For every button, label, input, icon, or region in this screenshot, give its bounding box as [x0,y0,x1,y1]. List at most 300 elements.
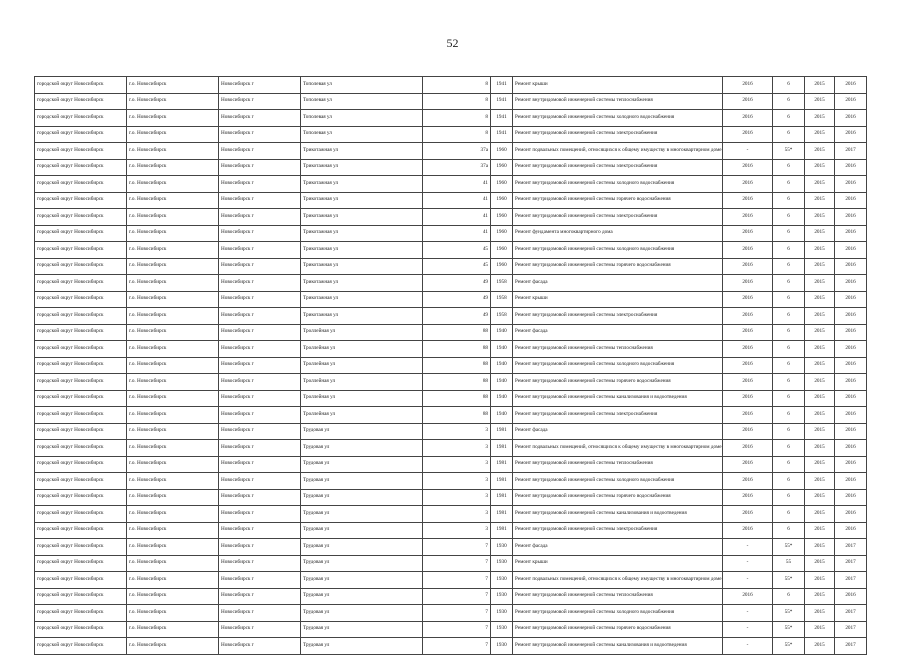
cell-work-type: Ремонт внутридомовой инженерной системы горячего водоснабжения [513,621,723,638]
cell-house: 45 [423,242,491,259]
cell-period-start: 2015 [805,423,835,440]
cell-house: 3 [423,456,491,473]
cell-period-end: 2016 [835,440,867,457]
cell-work-type: Ремонт внутридомовой инженерной системы электроснабжения [513,522,723,539]
cell-settlement: г.о. Новосибирск [127,407,219,424]
cell-house: 3 [423,440,491,457]
cell-settlement: г.о. Новосибирск [127,390,219,407]
cell-period-start: 2015 [805,77,835,94]
cell-locality: Новосибирск г [219,605,301,622]
table-row [35,110,867,127]
cell-period-end: 2016 [835,93,867,110]
cell-house: 3 [423,473,491,490]
cell-settlement: г.о. Новосибирск [127,572,219,589]
cell-term: 6 [773,159,805,176]
cell-year: 1941 [491,126,513,143]
cell-municipality: городской округ Новосибирск [35,308,127,325]
cell-period-start: 2015 [805,390,835,407]
cell-year: 1960 [491,176,513,193]
cell-period-start: 2015 [805,159,835,176]
cell-municipality: городской округ Новосибирск [35,258,127,275]
cell-street: Троллейная ул [301,390,423,407]
cell-settlement: г.о. Новосибирск [127,324,219,341]
cell-street: Трудовая ул [301,539,423,556]
cell-work-type: Ремонт внутридомовой инженерной системы теплоснабжения [513,456,723,473]
cell-locality: Новосибирск г [219,341,301,358]
cell-work-type: Ремонт внутридомовой инженерной системы холодного водоснабжения [513,473,723,490]
cell-municipality: городской округ Новосибирск [35,489,127,506]
cell-work-type: Ремонт внутридомовой инженерной системы электроснабжения [513,308,723,325]
cell-plan-year: 2016 [723,176,773,193]
cell-locality: Новосибирск г [219,374,301,391]
cell-period-start: 2015 [805,638,835,655]
cell-year: 1930 [491,588,513,605]
cell-house: 88 [423,390,491,407]
cell-locality: Новосибирск г [219,473,301,490]
cell-plan-year: 2016 [723,77,773,94]
cell-house: 7 [423,638,491,655]
cell-period-start: 2015 [805,275,835,292]
cell-municipality: городской округ Новосибирск [35,374,127,391]
cell-period-start: 2015 [805,143,835,160]
cell-settlement: г.о. Новосибирск [127,291,219,308]
cell-locality: Новосибирск г [219,225,301,242]
cell-house: 88 [423,357,491,374]
cell-period-end: 2016 [835,192,867,209]
cell-house: 8 [423,110,491,127]
cell-plan-year: 2016 [723,473,773,490]
cell-house: 88 [423,374,491,391]
cell-settlement: г.о. Новосибирск [127,357,219,374]
cell-street: Трикотажная ул [301,308,423,325]
cell-municipality: городской округ Новосибирск [35,522,127,539]
cell-work-type: Ремонт подвальных помещений, относящихся к общему имуществу в многоквартирном доме [513,572,723,589]
cell-term: 6 [773,456,805,473]
cell-settlement: г.о. Новосибирск [127,440,219,457]
cell-plan-year: 2016 [723,93,773,110]
cell-municipality: городской округ Новосибирск [35,126,127,143]
cell-period-end: 2016 [835,159,867,176]
cell-plan-year: 2016 [723,374,773,391]
cell-locality: Новосибирск г [219,192,301,209]
cell-house: 3 [423,506,491,523]
cell-plan-year: 2016 [723,506,773,523]
cell-period-end: 2016 [835,506,867,523]
cell-term: 6 [773,225,805,242]
table-row [35,258,867,275]
cell-municipality: городской округ Новосибирск [35,176,127,193]
cell-locality: Новосибирск г [219,390,301,407]
cell-plan-year: 2016 [723,489,773,506]
cell-period-start: 2015 [805,93,835,110]
table-row [35,357,867,374]
cell-period-start: 2015 [805,341,835,358]
capital-repair-table [34,76,867,655]
cell-locality: Новосибирск г [219,291,301,308]
cell-term: 6 [773,192,805,209]
cell-period-start: 2015 [805,126,835,143]
cell-year: 1941 [491,93,513,110]
cell-house: 41 [423,225,491,242]
cell-period-end: 2016 [835,77,867,94]
table-row [35,473,867,490]
cell-term: 55* [773,621,805,638]
table-row [35,572,867,589]
cell-locality: Новосибирск г [219,423,301,440]
cell-municipality: городской округ Новосибирск [35,390,127,407]
cell-term: 6 [773,275,805,292]
cell-year: 1960 [491,258,513,275]
cell-settlement: г.о. Новосибирск [127,126,219,143]
cell-street: Троллейная ул [301,407,423,424]
cell-period-end: 2016 [835,308,867,325]
cell-street: Трикотажная ул [301,258,423,275]
cell-period-end: 2016 [835,374,867,391]
cell-work-type: Ремонт внутридомовой инженерной системы канализования и водоотведения [513,506,723,523]
cell-street: Трудовая ул [301,456,423,473]
table-row [35,176,867,193]
cell-street: Трудовая ул [301,489,423,506]
table-row [35,275,867,292]
cell-street: Трудовая ул [301,588,423,605]
cell-settlement: г.о. Новосибирск [127,93,219,110]
cell-plan-year: 2016 [723,225,773,242]
cell-year: 1940 [491,390,513,407]
table-row [35,192,867,209]
cell-plan-year: - [723,539,773,556]
cell-settlement: г.о. Новосибирск [127,275,219,292]
cell-settlement: г.о. Новосибирск [127,506,219,523]
table-row [35,324,867,341]
cell-work-type: Ремонт внутридомовой инженерной системы холодного водоснабжения [513,357,723,374]
cell-term: 6 [773,357,805,374]
cell-locality: Новосибирск г [219,638,301,655]
cell-plan-year: - [723,621,773,638]
cell-plan-year: 2016 [723,522,773,539]
cell-locality: Новосибирск г [219,572,301,589]
cell-house: 3 [423,489,491,506]
cell-period-start: 2015 [805,456,835,473]
cell-term: 6 [773,110,805,127]
cell-period-end: 2016 [835,588,867,605]
cell-plan-year: 2016 [723,209,773,226]
cell-period-start: 2015 [805,440,835,457]
cell-period-end: 2017 [835,621,867,638]
cell-period-start: 2015 [805,555,835,572]
cell-work-type: Ремонт внутридомовой инженерной системы холодного водоснабжения [513,176,723,193]
cell-plan-year: 2016 [723,440,773,457]
table-row [35,440,867,457]
cell-municipality: городской округ Новосибирск [35,275,127,292]
cell-settlement: г.о. Новосибирск [127,522,219,539]
cell-locality: Новосибирск г [219,588,301,605]
cell-plan-year: 2016 [723,456,773,473]
cell-year: 1940 [491,374,513,391]
cell-plan-year: 2016 [723,588,773,605]
cell-period-start: 2015 [805,192,835,209]
cell-term: 55* [773,572,805,589]
cell-locality: Новосибирск г [219,506,301,523]
cell-period-start: 2015 [805,489,835,506]
cell-plan-year: 2016 [723,423,773,440]
cell-period-end: 2016 [835,209,867,226]
cell-period-start: 2015 [805,588,835,605]
cell-plan-year: 2016 [723,258,773,275]
cell-municipality: городской округ Новосибирск [35,242,127,259]
cell-settlement: г.о. Новосибирск [127,192,219,209]
cell-period-end: 2016 [835,489,867,506]
cell-term: 6 [773,588,805,605]
cell-work-type: Ремонт внутридомовой инженерной системы горячего водоснабжения [513,374,723,391]
table-row [35,407,867,424]
cell-period-end: 2016 [835,225,867,242]
cell-house: 7 [423,621,491,638]
cell-locality: Новосибирск г [219,242,301,259]
cell-plan-year: - [723,638,773,655]
cell-settlement: г.о. Новосибирск [127,258,219,275]
cell-period-end: 2017 [835,572,867,589]
cell-term: 6 [773,126,805,143]
cell-term: 6 [773,522,805,539]
cell-street: Тополевая ул [301,110,423,127]
cell-settlement: г.о. Новосибирск [127,308,219,325]
cell-municipality: городской округ Новосибирск [35,506,127,523]
cell-period-start: 2015 [805,225,835,242]
table-row [35,77,867,94]
cell-period-end: 2016 [835,473,867,490]
cell-term: 6 [773,407,805,424]
cell-work-type: Ремонт внутридомовой инженерной системы канализования и водоотведения [513,638,723,655]
cell-house: 41 [423,176,491,193]
cell-term: 6 [773,390,805,407]
cell-house: 7 [423,605,491,622]
cell-year: 1960 [491,192,513,209]
cell-plan-year: - [723,143,773,160]
cell-term: 6 [773,209,805,226]
cell-settlement: г.о. Новосибирск [127,456,219,473]
cell-street: Троллейная ул [301,324,423,341]
cell-municipality: городской округ Новосибирск [35,77,127,94]
cell-term: 6 [773,176,805,193]
cell-year: 1941 [491,77,513,94]
cell-term: 6 [773,440,805,457]
cell-term: 6 [773,506,805,523]
cell-street: Трудовая ул [301,506,423,523]
cell-house: 7 [423,572,491,589]
cell-locality: Новосибирск г [219,308,301,325]
table-row [35,539,867,556]
cell-period-start: 2015 [805,209,835,226]
cell-house: 41 [423,209,491,226]
cell-period-end: 2016 [835,522,867,539]
cell-plan-year: 2016 [723,324,773,341]
cell-house: 49 [423,308,491,325]
cell-locality: Новосибирск г [219,77,301,94]
cell-house: 37а [423,143,491,160]
cell-street: Трудовая ул [301,638,423,655]
cell-settlement: г.о. Новосибирск [127,374,219,391]
cell-work-type: Ремонт внутридомовой инженерной системы теплоснабжения [513,588,723,605]
cell-year: 1930 [491,605,513,622]
cell-year: 1940 [491,357,513,374]
table-row [35,423,867,440]
cell-house: 3 [423,522,491,539]
cell-period-end: 2016 [835,456,867,473]
cell-year: 1958 [491,275,513,292]
cell-house: 45 [423,258,491,275]
cell-settlement: г.о. Новосибирск [127,341,219,358]
cell-term: 55* [773,143,805,160]
table-row [35,390,867,407]
cell-plan-year: 2016 [723,390,773,407]
cell-work-type: Ремонт внутридомовой инженерной системы холодного водоснабжения [513,110,723,127]
table-row [35,291,867,308]
cell-municipality: городской округ Новосибирск [35,555,127,572]
cell-plan-year: 2016 [723,275,773,292]
cell-term: 6 [773,93,805,110]
cell-municipality: городской округ Новосибирск [35,456,127,473]
cell-work-type: Ремонт внутридомовой инженерной системы электроснабжения [513,159,723,176]
cell-year: 1981 [491,423,513,440]
cell-house: 7 [423,588,491,605]
cell-locality: Новосибирск г [219,93,301,110]
table-row [35,242,867,259]
cell-settlement: г.о. Новосибирск [127,159,219,176]
cell-street: Трудовая ул [301,473,423,490]
table-row [35,143,867,160]
cell-period-start: 2015 [805,605,835,622]
cell-year: 1960 [491,209,513,226]
cell-period-start: 2015 [805,242,835,259]
cell-settlement: г.о. Новосибирск [127,621,219,638]
cell-period-start: 2015 [805,176,835,193]
cell-period-start: 2015 [805,407,835,424]
cell-plan-year: 2016 [723,407,773,424]
cell-street: Трикотажная ул [301,242,423,259]
cell-term: 6 [773,489,805,506]
cell-term: 6 [773,341,805,358]
cell-municipality: городской округ Новосибирск [35,588,127,605]
cell-year: 1960 [491,225,513,242]
cell-term: 6 [773,291,805,308]
table-row [35,506,867,523]
cell-street: Трудовая ул [301,572,423,589]
cell-period-end: 2016 [835,176,867,193]
cell-term: 6 [773,473,805,490]
cell-work-type: Ремонт фасада [513,539,723,556]
cell-year: 1960 [491,143,513,160]
cell-street: Троллейная ул [301,374,423,391]
cell-street: Трикотажная ул [301,275,423,292]
cell-street: Троллейная ул [301,357,423,374]
cell-period-start: 2015 [805,621,835,638]
cell-municipality: городской округ Новосибирск [35,423,127,440]
cell-year: 1958 [491,291,513,308]
cell-street: Трудовая ул [301,522,423,539]
cell-settlement: г.о. Новосибирск [127,242,219,259]
cell-work-type: Ремонт внутридомовой инженерной системы теплоснабжения [513,93,723,110]
cell-street: Трудовая ул [301,621,423,638]
cell-municipality: городской округ Новосибирск [35,225,127,242]
cell-street: Трудовая ул [301,555,423,572]
cell-work-type: Ремонт внутридомовой инженерной системы горячего водоснабжения [513,489,723,506]
cell-municipality: городской округ Новосибирск [35,192,127,209]
cell-work-type: Ремонт внутридомовой инженерной системы горячего водоснабжения [513,192,723,209]
cell-locality: Новосибирск г [219,159,301,176]
cell-year: 1930 [491,638,513,655]
cell-period-end: 2016 [835,291,867,308]
cell-settlement: г.о. Новосибирск [127,473,219,490]
cell-street: Трикотажная ул [301,291,423,308]
cell-year: 1981 [491,473,513,490]
cell-term: 6 [773,374,805,391]
table-row [35,489,867,506]
cell-work-type: Ремонт крыши [513,555,723,572]
cell-year: 1981 [491,489,513,506]
cell-house: 88 [423,341,491,358]
cell-work-type: Ремонт внутридомовой инженерной системы канализования и водоотведения [513,390,723,407]
cell-settlement: г.о. Новосибирск [127,588,219,605]
cell-settlement: г.о. Новосибирск [127,225,219,242]
cell-locality: Новосибирск г [219,126,301,143]
cell-work-type: Ремонт внутридомовой инженерной системы холодного водоснабжения [513,242,723,259]
cell-locality: Новосибирск г [219,489,301,506]
cell-term: 6 [773,77,805,94]
cell-period-end: 2016 [835,110,867,127]
cell-year: 1960 [491,242,513,259]
cell-year: 1940 [491,341,513,358]
cell-locality: Новосибирск г [219,539,301,556]
cell-period-end: 2017 [835,143,867,160]
cell-house: 49 [423,275,491,292]
cell-settlement: г.о. Новосибирск [127,638,219,655]
cell-period-start: 2015 [805,324,835,341]
table-row [35,605,867,622]
cell-work-type: Ремонт крыши [513,77,723,94]
cell-term: 55 [773,555,805,572]
cell-municipality: городской округ Новосибирск [35,605,127,622]
cell-period-start: 2015 [805,291,835,308]
cell-period-start: 2015 [805,539,835,556]
cell-municipality: городской округ Новосибирск [35,291,127,308]
cell-street: Трудовая ул [301,423,423,440]
cell-year: 1958 [491,308,513,325]
cell-locality: Новосибирск г [219,324,301,341]
table-row [35,341,867,358]
cell-period-end: 2016 [835,324,867,341]
cell-period-end: 2016 [835,341,867,358]
table-row [35,209,867,226]
table-row [35,621,867,638]
cell-municipality: городской округ Новосибирск [35,638,127,655]
cell-period-start: 2015 [805,374,835,391]
cell-plan-year: 2016 [723,159,773,176]
cell-period-start: 2015 [805,258,835,275]
cell-settlement: г.о. Новосибирск [127,555,219,572]
cell-house: 3 [423,423,491,440]
table-row [35,374,867,391]
cell-year: 1981 [491,440,513,457]
cell-plan-year: 2016 [723,192,773,209]
cell-house: 41 [423,192,491,209]
cell-year: 1981 [491,456,513,473]
cell-locality: Новосибирск г [219,110,301,127]
table-row [35,308,867,325]
cell-settlement: г.о. Новосибирск [127,110,219,127]
cell-work-type: Ремонт внутридомовой инженерной системы теплоснабжения [513,341,723,358]
cell-municipality: городской округ Новосибирск [35,341,127,358]
cell-municipality: городской округ Новосибирск [35,357,127,374]
